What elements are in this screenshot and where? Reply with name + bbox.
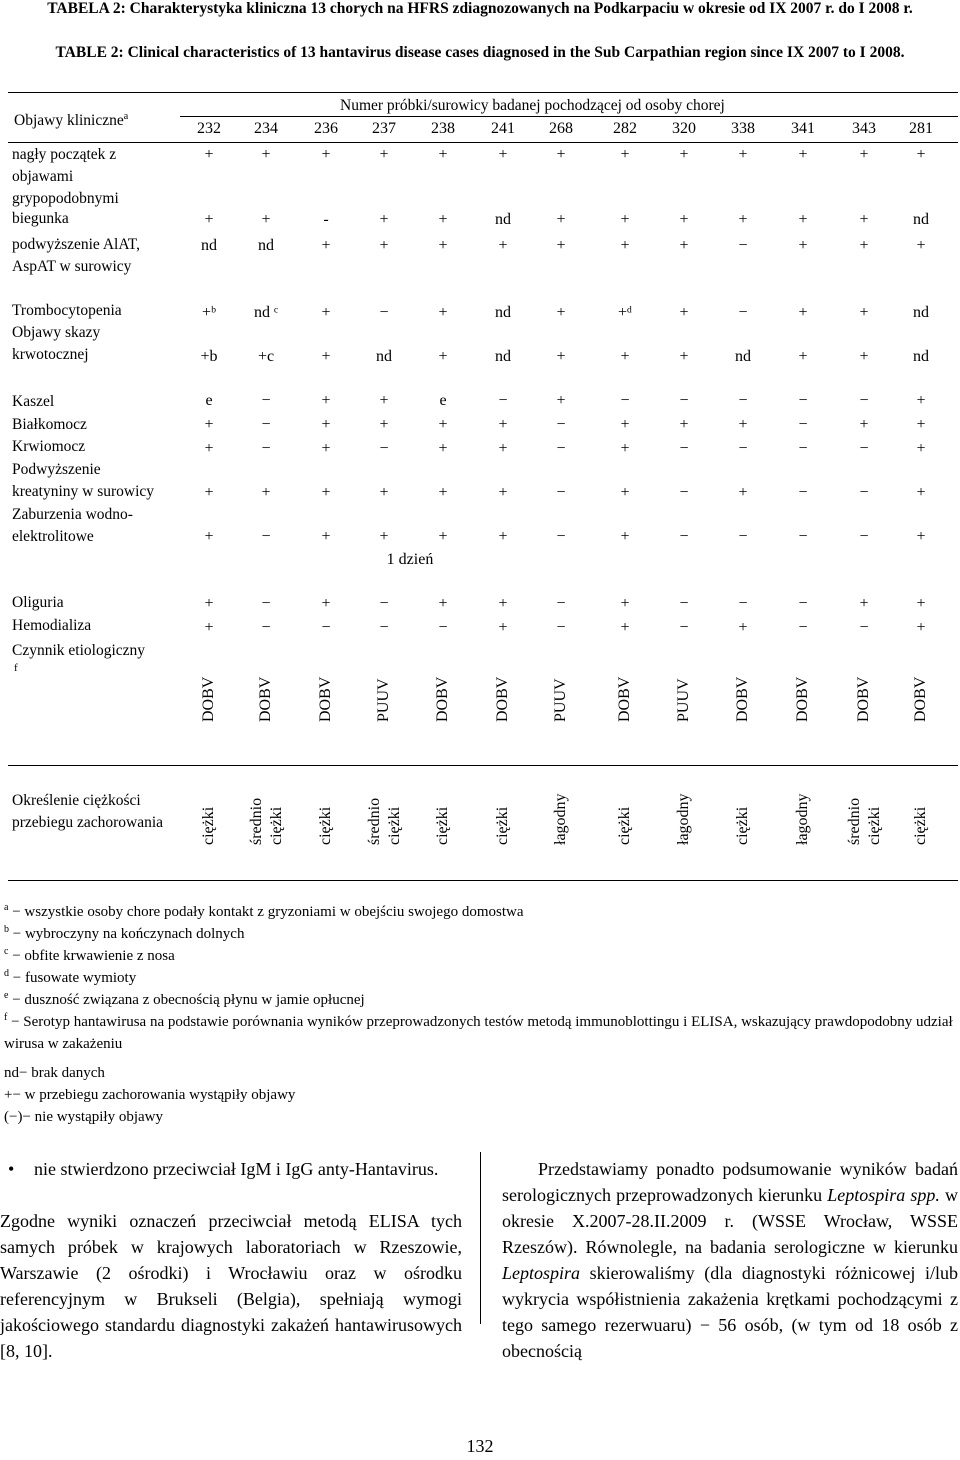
severity-cell: ciężki xyxy=(434,806,451,845)
table-cell: + xyxy=(620,348,630,365)
table-cell: nd xyxy=(913,304,929,321)
table-cell: + xyxy=(321,146,331,163)
table-cell: +ᵇ xyxy=(202,304,216,321)
table-cell: + xyxy=(438,211,448,228)
severity-cell: ciężki xyxy=(616,806,633,845)
table-cell: − xyxy=(859,392,869,409)
table-cell: + xyxy=(321,416,331,433)
table-cell: + xyxy=(204,528,214,545)
etiology-cell: DOBV xyxy=(855,676,872,722)
sample-header-234: 234 xyxy=(254,120,278,137)
body-right-text-3: skierowaliśmy (dla diagnostyki różnicowej i/lub wykrycia współistnienia zakażenia krętkami pochodzącymi z tego samego rezerwuaru) − 56 osób, (w tym od 18 osób z obecnością xyxy=(502,1263,958,1361)
table-cell: − xyxy=(798,595,808,612)
footnote-mark: c xyxy=(4,946,9,957)
table-cell: + xyxy=(556,304,566,321)
table-cell: nd xyxy=(495,211,511,228)
table-cell: + xyxy=(620,237,630,254)
footnote-text: − obfite krwawienie z nosa xyxy=(8,948,175,964)
table-cell: + xyxy=(738,619,748,636)
table-cell: − xyxy=(798,528,808,545)
legend-item: (−)− nie wystąpiły objawy xyxy=(4,1109,163,1125)
table-cell: − xyxy=(738,595,748,612)
table-cell: + xyxy=(321,484,331,501)
table-cell: + xyxy=(620,416,630,433)
table-cell: + xyxy=(379,484,389,501)
table-cell: + xyxy=(556,237,566,254)
table-cell: + xyxy=(438,440,448,457)
table-cell: + xyxy=(916,619,926,636)
body-right-text-1: Przedstawiamy ponadto podsumowanie wyników badań serologicznych przeprowadzonych kierunku xyxy=(502,1159,958,1205)
footnote-text: − wszystkie osoby chore podały kontakt z gryzoniami w obejściu swojego domostwa xyxy=(8,904,524,920)
table-cell: + xyxy=(620,440,630,457)
table-cell: + xyxy=(438,416,448,433)
table-cell: + xyxy=(679,348,689,365)
table-cell: e xyxy=(439,392,447,409)
footnote-mark: f xyxy=(4,1012,8,1023)
body-right-text-2: w okresie X.2007-28.II.2009 r. (WSSE Wrocław, WSSE Rzeszów). Równolegle, na badania serologiczne w kierunku xyxy=(502,1185,958,1257)
bullet-item xyxy=(8,1156,458,1182)
footnote-f xyxy=(4,1007,954,1055)
sample-header-338: 338 xyxy=(731,120,755,137)
table-cell: + xyxy=(679,237,689,254)
table-cell: nd xyxy=(913,211,929,228)
sample-header-237: 237 xyxy=(372,120,396,137)
etiology-cell: PUUV xyxy=(375,678,392,722)
table-cell: + xyxy=(620,619,630,636)
table-cell: − xyxy=(261,595,271,612)
table-cell: + xyxy=(620,528,630,545)
body-right-italic-1: Leptospira spp. xyxy=(827,1185,940,1205)
table-cell: − xyxy=(738,237,748,254)
footnote-mark: e xyxy=(4,990,9,1001)
table-rule xyxy=(8,142,958,143)
row-label: podwyższenie AlAT, AspAT w surowicy xyxy=(12,236,140,275)
legend-item: +− w przebiegu zachorowania wystąpiły objawy xyxy=(4,1087,296,1103)
table-cell: + xyxy=(916,528,926,545)
etiology-cell: DOBV xyxy=(434,676,451,722)
severity-cell: ciężki xyxy=(200,806,217,845)
severity-cell: ciężki xyxy=(268,806,285,845)
table-cell: + xyxy=(438,484,448,501)
table-cell: + xyxy=(556,146,566,163)
table-cell: − xyxy=(859,619,869,636)
table-cell: − xyxy=(859,528,869,545)
table-cell: nd xyxy=(376,348,392,365)
table-cell: + xyxy=(379,237,389,254)
row-label: Oliguria xyxy=(12,594,64,611)
table-cell: − xyxy=(379,619,389,636)
table-cell: + xyxy=(379,146,389,163)
table-cell: − xyxy=(738,528,748,545)
table-cell: nd xyxy=(495,348,511,365)
sample-header-238: 238 xyxy=(431,120,455,137)
table-cell: − xyxy=(679,619,689,636)
severity-cell: ciężki xyxy=(912,806,929,845)
etiology-cell: PUUV xyxy=(675,678,692,722)
sample-header-341: 341 xyxy=(791,120,815,137)
table-cell-note: 1 dzień xyxy=(386,551,434,568)
etiology-cell: DOBV xyxy=(257,676,274,722)
table-cell: + xyxy=(798,304,808,321)
table-cell: − xyxy=(556,595,566,612)
footnote-mark: b xyxy=(4,924,9,935)
table-cell: − xyxy=(798,484,808,501)
table-cell: − xyxy=(798,416,808,433)
table-cell: − xyxy=(556,416,566,433)
table-cell: nd xyxy=(258,237,274,254)
table-cell: − xyxy=(261,619,271,636)
table-cell: + xyxy=(620,211,630,228)
table-cell: + xyxy=(261,146,271,163)
page-number: 132 xyxy=(466,1436,494,1456)
table-cell: + xyxy=(738,484,748,501)
row-label: Podwyższenie kreatyniny w surowicy xyxy=(12,461,155,500)
etiology-cell: DOBV xyxy=(734,676,751,722)
table-rule xyxy=(8,765,958,766)
row-label: nagły początek z objawami grypopodobnymi xyxy=(12,146,119,207)
severity-label: Określenie ciężkości przebiegu zachorowania xyxy=(12,792,164,831)
table-title-pl: TABELA 2: Charakterystyka kliniczna 13 chorych na HFRS zdiagnozowanych na Podkarpaciu w okresie od IX 2007 r. do I 2008 r. xyxy=(47,0,913,17)
table-title-en: TABLE 2: Clinical characteristics of 13 hantavirus disease cases diagnosed in the Sub Carpathian region since IX 2007 to I 2008. xyxy=(55,44,905,61)
table-cell: − xyxy=(261,392,271,409)
table-cell: + xyxy=(379,528,389,545)
table-cell: − xyxy=(738,440,748,457)
sample-header-268: 268 xyxy=(549,120,573,137)
footnote-mark: d xyxy=(4,968,9,979)
table-cell: + xyxy=(916,595,926,612)
etiology-cell: DOBV xyxy=(317,676,334,722)
severity-cell: ciężki xyxy=(734,806,751,845)
table-cell: − xyxy=(498,392,508,409)
table-cell: + xyxy=(321,440,331,457)
footnote-mark: a xyxy=(4,902,9,913)
row-label: Hemodializa xyxy=(12,617,92,634)
severity-cell: łagodny xyxy=(552,793,569,845)
table-cell: + xyxy=(204,416,214,433)
table-rule xyxy=(8,92,958,93)
table-cell: − xyxy=(321,619,331,636)
table-cell: − xyxy=(261,440,271,457)
table-cell: − xyxy=(261,416,271,433)
table-cell: − xyxy=(798,619,808,636)
table-cell: + xyxy=(859,211,869,228)
table-cell: + xyxy=(321,528,331,545)
etiology-sup: f xyxy=(14,662,18,674)
row-label: biegunka xyxy=(12,210,69,227)
table-cell: + xyxy=(620,484,630,501)
table-cell: + xyxy=(498,595,508,612)
table-cell: + xyxy=(498,484,508,501)
row-label: Krwiomocz xyxy=(12,438,86,455)
footnote-text: − fusowate wymioty xyxy=(9,970,137,986)
severity-cell: łagodny xyxy=(794,793,811,845)
table-cell: + xyxy=(738,211,748,228)
legend-item: nd− brak danych xyxy=(4,1065,105,1081)
sample-header-320: 320 xyxy=(672,120,696,137)
table-cell: - xyxy=(323,211,329,228)
table-cell: + xyxy=(261,211,271,228)
table-cell: − xyxy=(679,528,689,545)
table-cell: + xyxy=(916,237,926,254)
table-cell: + xyxy=(679,304,689,321)
table-cell: +b xyxy=(200,348,218,365)
table-cell: + xyxy=(321,348,331,365)
sample-header-236: 236 xyxy=(314,120,338,137)
table-cell: + xyxy=(916,416,926,433)
table-cell: + xyxy=(916,484,926,501)
sample-header-343: 343 xyxy=(852,120,876,137)
table-cell: nd ᶜ xyxy=(253,304,279,321)
header-rule xyxy=(180,116,958,117)
table-cell: − xyxy=(556,619,566,636)
table-cell: + xyxy=(204,619,214,636)
table-cell: − xyxy=(798,392,808,409)
table-cell: + xyxy=(679,146,689,163)
sample-header-281: 281 xyxy=(909,120,933,137)
table-cell: + xyxy=(438,146,448,163)
severity-cell: ciężki xyxy=(317,806,334,845)
table-cell: nd xyxy=(201,237,217,254)
table-cell: + xyxy=(379,416,389,433)
table-cell: +c xyxy=(257,348,275,365)
table-cell: + xyxy=(798,146,808,163)
severity-cell: średnio xyxy=(366,797,383,845)
table-cell: − xyxy=(261,528,271,545)
table-cell: + xyxy=(556,211,566,228)
bullet-icon: • xyxy=(8,1159,15,1179)
table-cell: nd xyxy=(913,348,929,365)
table-cell: + xyxy=(321,595,331,612)
severity-cell: średnio xyxy=(248,797,265,845)
table-cell: − xyxy=(620,392,630,409)
table-cell: + xyxy=(620,595,630,612)
table-cell: + xyxy=(859,595,869,612)
table-cell: + xyxy=(916,392,926,409)
severity-cell: ciężki xyxy=(386,806,403,845)
table-cell: e xyxy=(205,392,213,409)
table-cell: + xyxy=(379,211,389,228)
etiology-cell: DOBV xyxy=(794,676,811,722)
severity-cell: ciężki xyxy=(866,806,883,845)
table-cell: − xyxy=(738,392,748,409)
table-cell: + xyxy=(204,484,214,501)
severity-cell: ciężki xyxy=(494,806,511,845)
body-left-text: Zgodne wyniki oznaczeń przeciwciał metodą ELISA tych samych próbek w krajowych laboratoriach w Rzeszowie, Warszawie (2 ośrodki) i Wrocławiu oraz w ośrodku referencyjnym w Brukseli (Belgia), spełniają wymogi jakościowego standardu diagnostyki zakażeń hantawirusowych [8, 10]. xyxy=(0,1211,462,1361)
table-cell: + xyxy=(738,416,748,433)
table-cell: − xyxy=(738,304,748,321)
table-cell: + xyxy=(498,440,508,457)
etiology-cell: DOBV xyxy=(494,676,511,722)
bullet-text: nie stwierdzono przeciwciał IgM i IgG anty-Hantavirus. xyxy=(34,1159,439,1179)
table-cell: + xyxy=(859,416,869,433)
table-cell: + xyxy=(204,595,214,612)
table-cell: + xyxy=(438,348,448,365)
table-cell: nd xyxy=(495,304,511,321)
table-cell: + xyxy=(498,237,508,254)
table-cell: − xyxy=(798,440,808,457)
table-cell: − xyxy=(556,484,566,501)
etiology-label: Czynnik etiologiczny xyxy=(12,642,146,659)
table-cell: + xyxy=(859,237,869,254)
table-cell: − xyxy=(679,595,689,612)
table-cell: − xyxy=(679,440,689,457)
table-cell: + xyxy=(859,304,869,321)
table-cell: + xyxy=(916,146,926,163)
table-cell: − xyxy=(379,440,389,457)
etiology-cell: DOBV xyxy=(912,676,929,722)
table-cell: + xyxy=(798,211,808,228)
footnote-text: − duszność związana z obecnością płynu w jamie opłucnej xyxy=(8,992,365,1008)
body-right-paragraph xyxy=(502,1156,958,1364)
sample-header-282: 282 xyxy=(613,120,637,137)
table-cell: + xyxy=(798,237,808,254)
footnote-text: − Serotyp hantawirusa na podstawie porównania wyników przeprowadzonych testów metodą immunoblottingu i ELISA, wskazujący prawdopodobny udział wirusa w zakażeniu xyxy=(4,1014,953,1052)
table-cell: + xyxy=(438,237,448,254)
table-cell: − xyxy=(556,440,566,457)
table-cell: + xyxy=(498,619,508,636)
table-cell: − xyxy=(679,484,689,501)
table-cell: + xyxy=(679,416,689,433)
etiology-cell: DOBV xyxy=(616,676,633,722)
footnote-text: − wybroczyny na kończynach dolnych xyxy=(9,926,245,942)
row-label: Zaburzenia wodno-elektrolitowe xyxy=(12,506,133,545)
table-cell: + xyxy=(620,146,630,163)
table-cell: − xyxy=(556,528,566,545)
table-cell: + xyxy=(916,440,926,457)
table-cell: + xyxy=(798,348,808,365)
etiology-cell: DOBV xyxy=(200,676,217,722)
table-cell: + xyxy=(321,304,331,321)
table-cell: − xyxy=(438,619,448,636)
table-cell: + xyxy=(321,392,331,409)
table-cell: − xyxy=(679,392,689,409)
table-cell: +ᵈ xyxy=(618,304,632,321)
row-header: Objawy kliniczne$^a$ xyxy=(14,111,129,130)
table-cell: + xyxy=(438,304,448,321)
table-cell: nd xyxy=(735,348,751,365)
table-cell: + xyxy=(261,484,271,501)
table-cell: + xyxy=(438,528,448,545)
table-cell: + xyxy=(204,211,214,228)
table-cell: + xyxy=(204,146,214,163)
table-cell: + xyxy=(498,416,508,433)
severity-cell: średnio xyxy=(846,797,863,845)
severity-cell: łagodny xyxy=(675,793,692,845)
table-cell: + xyxy=(438,595,448,612)
row-label: Objawy skazy krwotocznej xyxy=(12,324,101,363)
table-cell: + xyxy=(379,392,389,409)
table-cell: + xyxy=(556,392,566,409)
row-label: Trombocytopenia xyxy=(12,302,122,319)
sample-header-232: 232 xyxy=(197,120,221,137)
sample-header-241: 241 xyxy=(491,120,515,137)
etiology-cell: PUUV xyxy=(552,678,569,722)
table-rule xyxy=(8,880,958,881)
table-cell: + xyxy=(679,211,689,228)
column-divider xyxy=(480,1152,481,1324)
column-group-header: Numer próbki/surowicy badanej pochodzącej od osoby chorej xyxy=(340,97,725,114)
table-cell: − xyxy=(859,484,869,501)
table-cell: + xyxy=(204,440,214,457)
body-left-paragraph xyxy=(0,1208,462,1364)
table-cell: − xyxy=(379,595,389,612)
body-right-italic-2: Leptospira xyxy=(502,1263,581,1283)
table-cell: + xyxy=(738,146,748,163)
table-cell: − xyxy=(379,304,389,321)
table-cell: + xyxy=(498,146,508,163)
table-cell: − xyxy=(859,440,869,457)
table-cell: + xyxy=(859,146,869,163)
row-label: Kaszel xyxy=(12,393,55,410)
table-cell: + xyxy=(321,237,331,254)
table-cell: + xyxy=(556,348,566,365)
table-cell: + xyxy=(859,348,869,365)
row-label: Białkomocz xyxy=(12,416,87,433)
table-cell: + xyxy=(498,528,508,545)
